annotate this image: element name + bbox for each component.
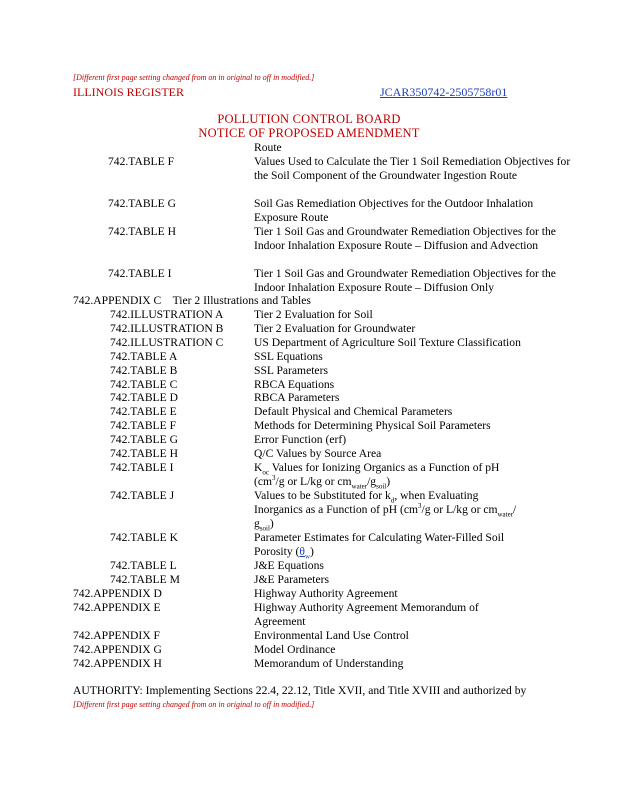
notice-title: NOTICE OF PROPOSED AMENDMENT [198, 126, 420, 140]
authority-line: AUTHORITY: Implementing Sections 22.4, 22.12, Title XVII, and Title XVIII and authorized by [73, 684, 527, 697]
route-line: Route [254, 141, 282, 154]
bottom-note: [Different first page setting changed from on in original to off in modified.] [73, 700, 315, 709]
top-note: [Different first page setting changed from on in original to off in modified.] [73, 73, 315, 82]
board-title: POLLUTION CONTROL BOARD [217, 112, 401, 126]
register-header: ILLINOIS REGISTER [73, 85, 184, 99]
jcar-link[interactable]: JCAR350742-2505758r01 [380, 85, 508, 99]
